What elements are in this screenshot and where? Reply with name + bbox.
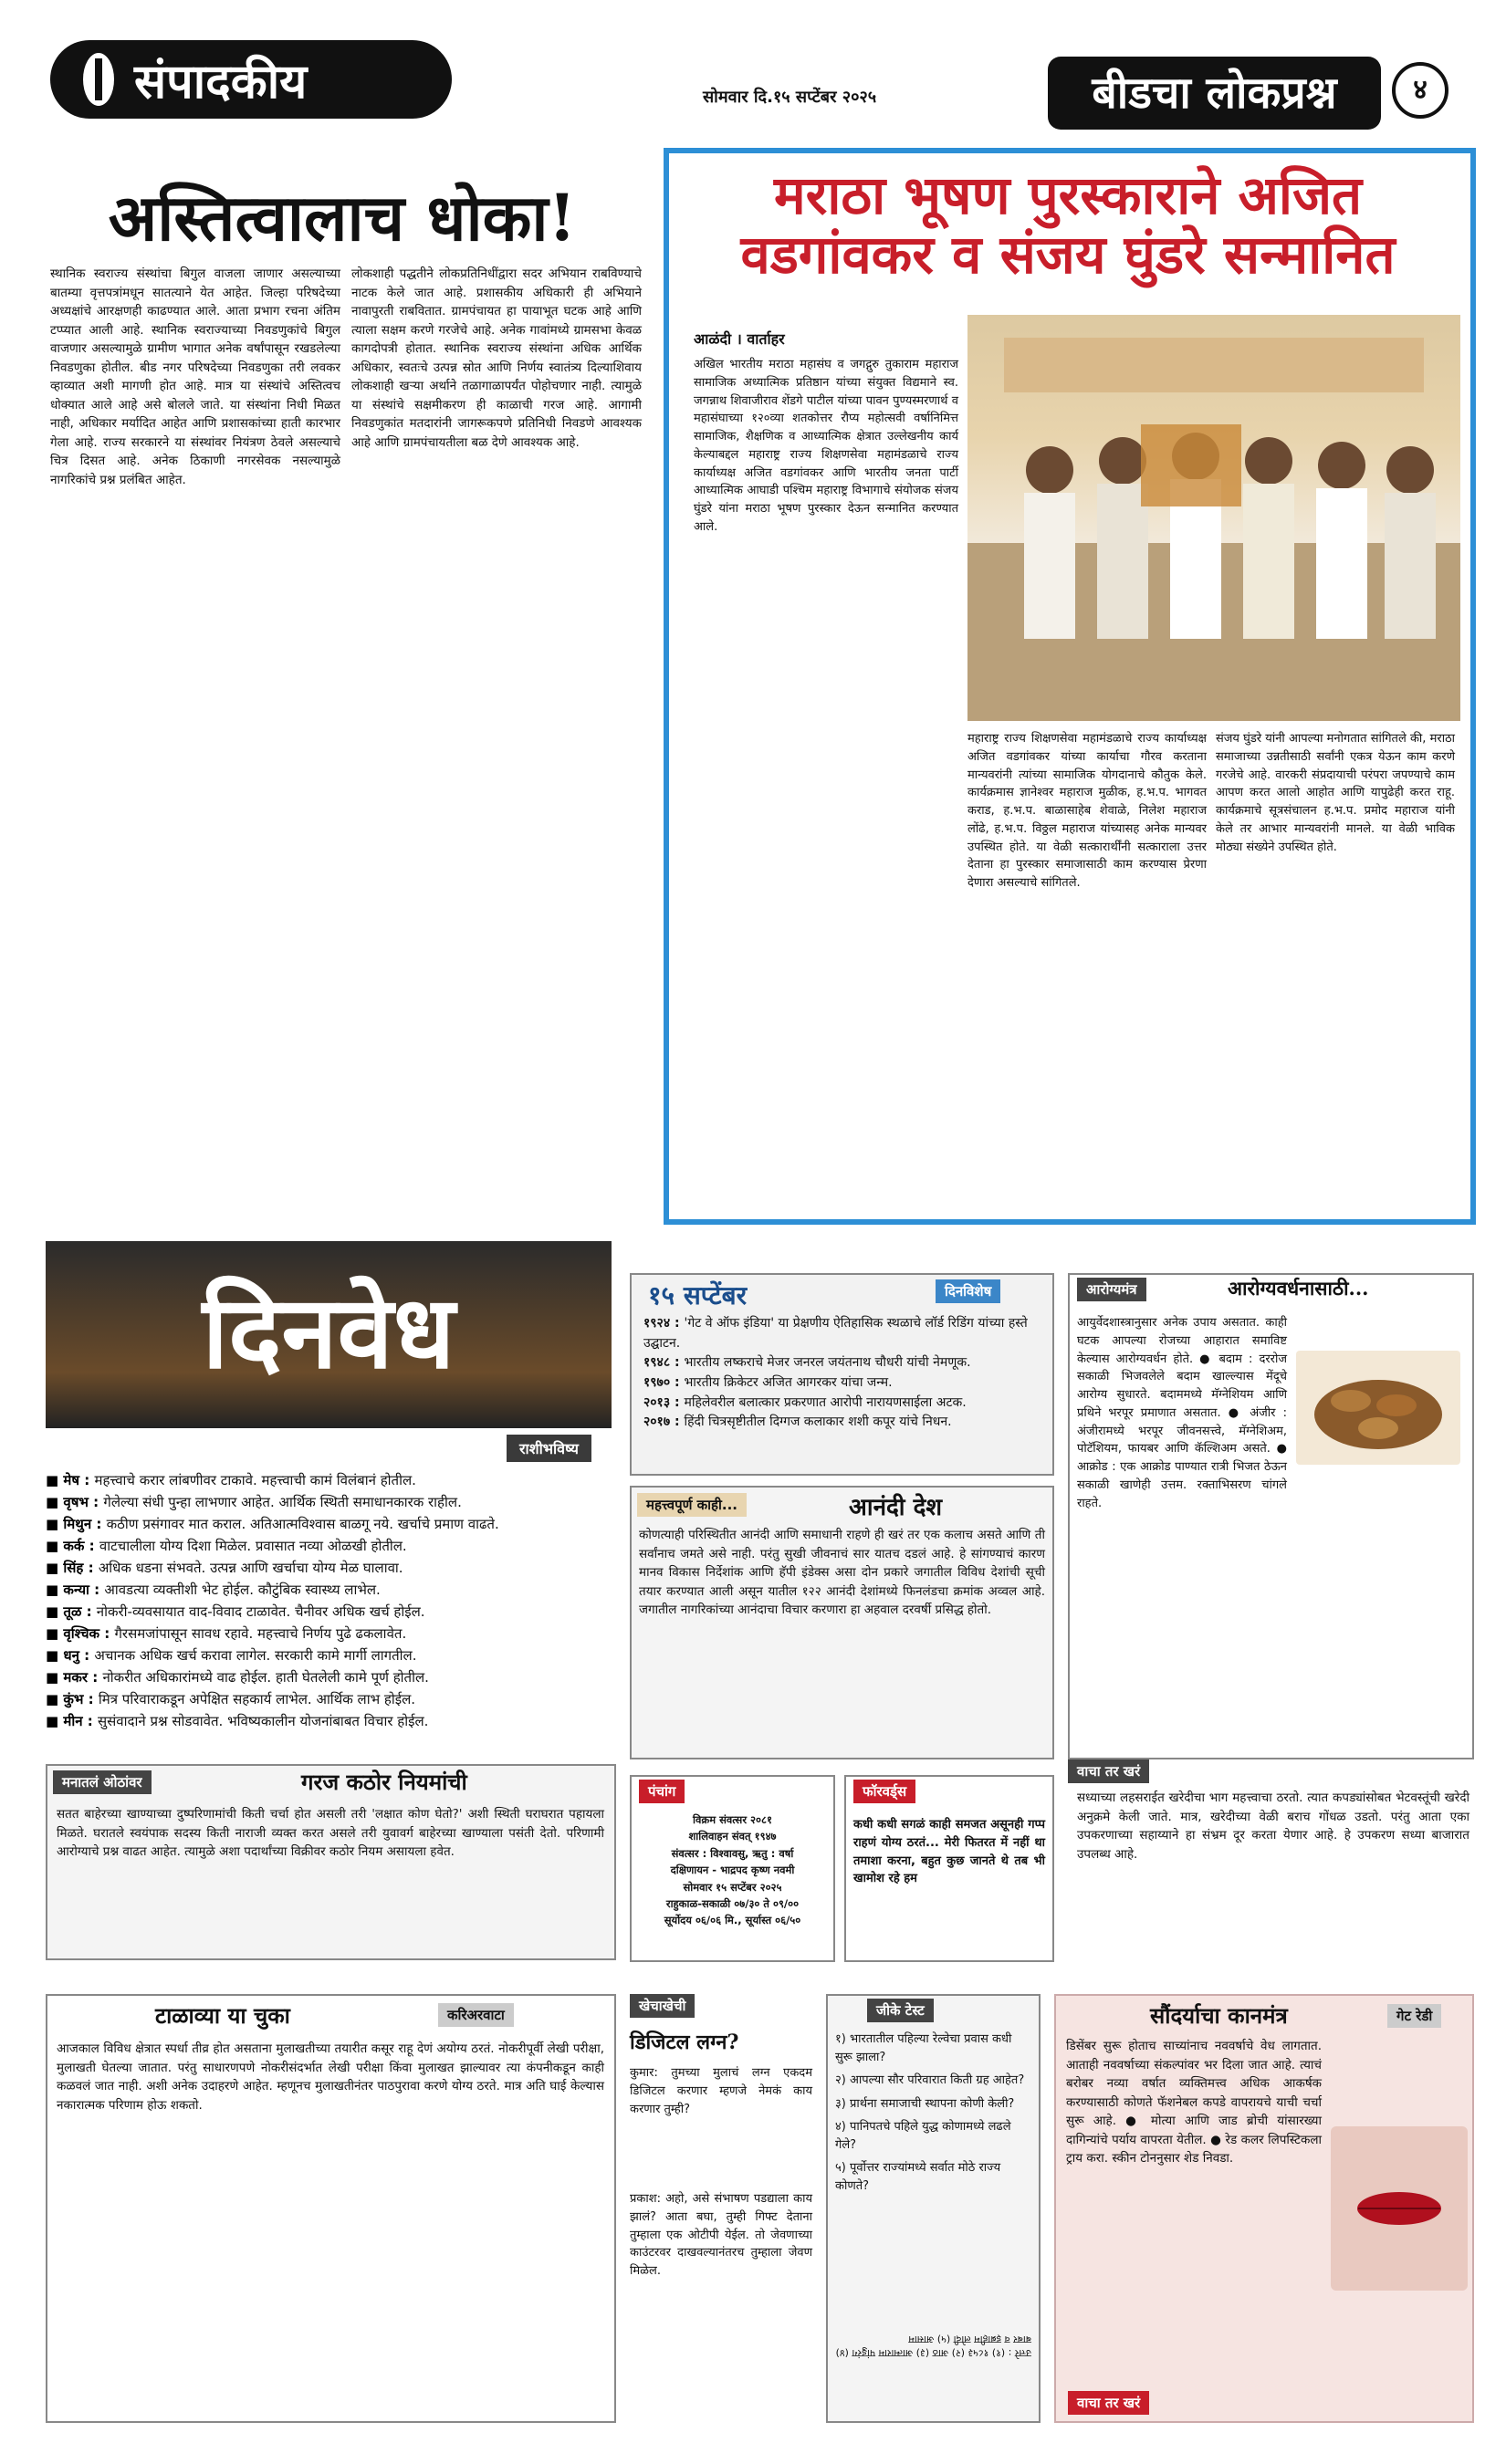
rashi-row: [46, 1491, 616, 1513]
rashi-name: ■ मिथुन :: [46, 1516, 107, 1532]
saundarya-title: सौंदर्याचा कानमंत्र: [1150, 2002, 1288, 2029]
rashi-name: ■ तूळ :: [46, 1603, 97, 1620]
rashi-row: [46, 1579, 616, 1601]
rashi-name: ■ वृषभ :: [46, 1494, 104, 1510]
mahatvache-body: कोणत्याही परिस्थितीत आनंदी आणि समाधानी राहणे ही खरं तर एक कलाच असते आणि ती सर्वांनाच जमते असे नाही. परंतु सुखी जीवनाचं सार यातच दडलं आहे. हे सांगण्याचं कारण मानव विकास निर्देशांक आणि हॅपी इंडेक्स असा दोन प्रकारे जगातील विविध देशांची सूची तयार करण्यात आली असून यातील १२२ आनंदी देशांमध्ये फिनलंडचा क्रमांक अव्वल आहे. जगातील नागरिकांच्या आनंदाचा विचार करणारा हा अहवाल दरवर्षी प्रसिद्ध होतो.: [639, 1528, 1045, 1618]
dinvishesh-item: २०१७ : हिंदी चित्रसृष्टीतील दिग्गज कलाकार शशी कपूर यांचे निधन.: [643, 1415, 952, 1430]
panchang-label: पंचांग: [639, 1780, 685, 1803]
manatale-label: मनातलं ओठांवर: [53, 1770, 152, 1794]
rashi-row: [46, 1601, 616, 1623]
editorial-col-1: स्थानिक स्वराज्य संस्थांचा बिगुल वाजला जाणार असल्याच्या बातम्या वृत्तपत्रांमधून सातत्याने येत आहेत. जिल्हा परिषदेच्या अध्यक्षांचे आरक्षणही काढण्यात आले. आता प्रभाग रचना अंतिम टप्प्यात आली आहे. स्थानिक स्वराज्याच्या निवडणुकांचे बिगुल वाजणार असल्यामुळे ग्रामीण भागात अनेक वर्षांपासून रखडलेल्या निवडणुका होतील. बीड नगर परिषदेच्या निवडणुका तरी लवकर व्हाव्यात अशी मागणी होत आहे. मात्र या संस्थांचे अस्तित्वच धोक्यात आले आहे असे बोलले जाते. या संस्थांना निधी मिळत नाही, अधिकार मर्यादित आहेत आणि प्रशासकांच्या हाती कारभार गेला आहे. राज्य सरकारने या संस्थांवर नियंत्रण ठेवले असल्याचे चित्र दिसत आहे. अनेक ठिकाणी नगरसेवक नसल्यामुळे नागरिकांचे प्रश्न प्रलंबित आहेत.: [50, 266, 340, 487]
gk-question: ४) पानिपतचे पहिले युद्ध कोणामध्ये लढले गेले?: [835, 2120, 1011, 2152]
saundarya-body: डिसेंबर सुरू होताच साच्यांनाच नववर्षाचे वेध लागतात. आताही नववर्षाच्या संकल्पांवर भर दिला जात आहे. त्याचं बरोबर नव्या वर्षात व्यक्तिमत्त्व अधिक आकर्षक करण्यासाठी कोणते फॅशनेबल कपडे वापरायचे याची चर्चा सुरू आहे. ● मोत्या आणि जाड ब्रोची यांसारख्या दागिन्यांचे पर्याय वापरता येतील. ● रेड कलर लिपस्टिकला ट्राय करा. स्कीन टोननुसार शेड निवडा.: [1066, 2039, 1322, 2166]
pen-icon: [83, 53, 114, 106]
rashi-row: [46, 1469, 616, 1491]
rashi-name: ■ कुंभ :: [46, 1691, 99, 1707]
rashi-row: [46, 1535, 616, 1557]
khecha-label: खेचाखेची: [630, 1994, 695, 2018]
editorial-col-2: लोकशाही पद्धतीने लोकप्रतिनिधींद्वारा सदर अभियान राबविण्याचे नाटक केले जात आहे. प्रशासकीय अधिकारी ही अभियाने नावापुरती राबवितात. ग्रामपंचायत हा पायाभूत घटक आहे आणि त्याला सक्षम करणे गरजेचे आहे. अनेक गावांमध्ये ग्रामसभा केवळ कागदोपत्री होतात. स्थानिक स्वराज्य संस्थांना अधिक आर्थिक अधिकार, स्वतःचे उत्पन्न स्रोत आणि निर्णय स्वातंत्र्य दिल्याशिवाय लोकशाही खऱ्या अर्थाने तळागाळापर्यंत पोहोचणार नाही. त्यामुळे या संस्थांचे सक्षमीकरण ही काळाची गरज आहे. आगामी निवडणुकांत मतदारांनी जागरूकपणे प्रतिनिधी निवडणे आवश्यक आहे आणि ग्रामपंचायतीला बळ देणे आवश्यक आहे.: [351, 266, 642, 450]
news-col-2: महाराष्ट्र राज्य शिक्षणसेवा महामंडळाचे राज्य कार्याध्यक्ष अजित वडगांवकर यांच्या कार्याचा गौरव करताना मान्यवरांनी त्यांच्या सामाजिक योगदानाचे कौतुक केले. कार्यक्रमास ज्ञानेश्वर महाराज मुळीक, ह.भ.प. भागवत कराड, ह.भ.प. बाळासाहेब शेवाळे, निलेश महाराज लोंढे, ह.भ.प. विठ्ठल महाराज यांच्यासह अनेक मान्यवर उपस्थित होते. या वेळी सत्कारार्थींनी सत्काराला उत्तर देताना हा पुरस्कार समाजासाठी काम करण्यास प्रेरणा देणारा असल्याचे सांगितले.: [967, 732, 1207, 890]
gk-question: ५) पूर्वोत्तर राज्यांमध्ये सर्वात मोठे राज्य कोणते?: [835, 2161, 1001, 2193]
mahatvache-label: महत्त्वपूर्ण काही...: [637, 1493, 747, 1517]
rashi-text: महत्त्वाचे करार लांबणीवर टाकावे. महत्त्वाची कामं विलंबानं होतील.: [94, 1472, 416, 1488]
panchang-line: राहुकाळ-सकाळी ०७/३० ते ०९/००: [665, 1896, 800, 1910]
panchang-line: संवत्सर : विश्वावसु, ऋतु : वर्षा: [671, 1846, 794, 1860]
rashi-label: राशीभविष्य: [507, 1435, 591, 1462]
dinvishesh-item: १९२४ : 'गेट वे ऑफ इंडिया' या प्रेक्षणीय ऐतिहासिक स्थळाचे लॉर्ड रिडिंग यांच्या हस्ते उद्घाटन.: [643, 1316, 1028, 1351]
talavya-body: आजकाल विविध क्षेत्रात स्पर्धा तीव्र होत असताना मुलाखतीच्या तयारीत कसूर राहू देणं अयोग्य ठरतं. नोकरीपूर्वी लेखी परीक्षा, मुलाखती घेतल्या जातात. परंतु साधारणपणे नोकरीसंदर्भात लेखी परीक्षा किंवा मुलाखत झाल्यावर त्या कंपनीकडून काही कळवलं जात नाही. अशी अनेक उदाहरणे आहेत. म्हणूनच मुलाखतीनंतर पाठपुरावा करणे योग्य ठरते. मात्र अति घाई केल्यास नकारात्मक परिणाम होऊ शकतो.: [57, 2041, 604, 2113]
section-masthead: संपादकीय: [50, 40, 452, 119]
mahatvache-title: आनंदी देश: [849, 1494, 943, 1521]
dinvishesh-list: [643, 1314, 1045, 1433]
rashi-text: गेलेल्या संधी पुन्हा लाभणार आहेत. आर्थिक स्थिती समाधानकारक राहील.: [103, 1494, 462, 1510]
page-number: ४: [1392, 62, 1448, 119]
rashi-name: ■ धनु :: [46, 1647, 95, 1664]
rashi-name: ■ वृश्चिक :: [46, 1625, 115, 1642]
panchang-lines: [639, 1811, 826, 1929]
khecha-title: डिजिटल लग्न?: [630, 2031, 739, 2054]
rashi-name: ■ सिंह :: [46, 1560, 99, 1576]
panchang-line: दक्षिणायन - भाद्रपद कृष्ण नवमी: [670, 1864, 795, 1877]
rashi-text: अचानक अधिक खर्च करावा लागेल. सरकारी कामे मार्गी लागतील.: [94, 1647, 417, 1664]
khecha-a: प्रकाश: अहो, असे संभाषण पडद्याला काय झालं? आता बघा, तुम्ही गिफ्ट देताना तुम्हाला एक ओटीपी येईल. तो जेवणाच्या काउंटरवर दाखवल्यानंतरच तुम्हाला जेवण मिळेल.: [630, 2192, 812, 2278]
news-col-3: संजय घुंडरे यांनी आपल्या मनोगतात सांगितले की, मराठा समाजाच्या उन्नतीसाठी सर्वांनी एकत्र येऊन काम करणे गरजेचे आहे. वारकरी संप्रदायाची परंपरा जपण्याचे काम आपण करत आलो आहोत आणि यापुढेही करत राहू. कार्यक्रमाचे सूत्रसंचालन ह.भ.प. प्रमोद महाराज यांनी केले तर आभार मान्यवरांनी मानले. या वेळी भाविक मोठ्या संख्येने उपस्थित होते.: [1216, 732, 1455, 854]
forwards-label: फॉरवर्ड्स: [853, 1780, 915, 1803]
talavya-title: टाळाव्या या चुका: [155, 2002, 290, 2029]
forwards-body: कधी कधी सगळं काही समजत असूनही गप्प राहणं योग्य ठरतं... मेरी फितरत में नहीं था तमाशा करना, बहुत कुछ जानते थे तब भी खामोश रहे हम: [853, 1818, 1045, 1886]
gk-label: जीके टेस्ट: [867, 1999, 934, 2022]
rashi-text: कठीण प्रसंगावर मात कराल. अतिआत्मविश्वास बाळगू नये. खर्चाचे प्रमाण वाढते.: [106, 1516, 499, 1532]
rashi-name: ■ मेष :: [46, 1472, 95, 1488]
rashi-row: [46, 1557, 616, 1579]
vacha-tag: वाचा तर खरं: [1068, 1759, 1149, 1783]
rashi-list: [46, 1469, 616, 1732]
award-ceremony-photo: [967, 315, 1460, 721]
saundarya-tagline: वाचा तर खरं: [1068, 2391, 1149, 2415]
rashi-name: ■ मकर :: [46, 1669, 103, 1686]
news-col-1: अखिल भारतीय मराठा महासंघ व जगद्गुरु तुकाराम महाराज सामाजिक अध्यात्मिक प्रतिष्ठान यांच्या संयुक्त विद्यमाने स्व. जगन्नाथ शिवाजीराव शेंडगे पाटील यांच्या पावन पुण्यस्मरणार्थ व महासंघाच्या १२०व्या शतकोत्तर रौप्य महोत्सवी वर्षानिमित्त सामाजिक, शैक्षणिक व आध्यात्मिक क्षेत्रात उल्लेखनीय कार्य केल्याबद्दल महाराष्ट्र राज्य शिक्षणसेवा महामंडळाचे राज्य कार्याध्यक्ष अजित वडगांवकर आणि भारतीय जनता पार्टी आध्यात्मिक आघाडी पश्चिम महाराष्ट्र विभागाचे संयोजक संजय घुंडरे यांना मराठा भूषण पुरस्कार देऊन सन्मानित करण्यात आले.: [694, 358, 958, 534]
vacha-body: सध्याच्या लहसराईत खरेदीचा भाग महत्त्वाचा ठरतो. त्यात कपड्यांसोबत भेटवस्तूंची खरेदी अनुक्रमे केली जाते. मात्र, खरेदीच्या वेळी बराच गोंधळ उडतो. परंतु आता एका उपकरणाच्या सहाय्याने हा संभ्रम दूर करता येणार आहे. हे उपकरण सध्या बाजारात उपलब्ध आहे.: [1077, 1791, 1469, 1862]
talavya-label: करिअरवाटा: [438, 2003, 514, 2027]
rashi-row: [46, 1513, 616, 1535]
khecha-q: कुमार: तुमच्या मुलाचं लग्न एकदम डिजिटल करणार म्हणजे नेमकं काय करणार तुम्ही?: [630, 2066, 812, 2116]
rashi-text: अधिक धडना संभवते. उत्पन्न आणि खर्चाचा योग्य मेळ घालावा.: [98, 1560, 403, 1576]
rashi-text: नोकरीत अधिकारांमध्ये वाढ होईल. हाती घेतलेली कामे पूर्ण होतील.: [102, 1669, 429, 1686]
panchang-line: सोमवार १५ सप्टेंबर २०२५: [683, 1880, 782, 1894]
dinvishesh-date: १५ सप्टेंबर: [648, 1280, 748, 1310]
arogya-label: आरोग्यमंत्र: [1077, 1278, 1146, 1301]
news-headline: मराठा भूषण पुरस्काराने अजित वडगांवकर व संजय घुंडरे सन्मानित: [740, 164, 1396, 286]
gk-question: ३) प्रार्थना समाजाची स्थापना कोणी केली?: [835, 2096, 1015, 2111]
lipstick-image: [1331, 2126, 1468, 2291]
rashi-name: ■ मीन :: [46, 1713, 99, 1729]
dinvishesh-label: दिनविशेष: [936, 1279, 1000, 1303]
rashi-row: [46, 1623, 616, 1644]
rashi-text: नोकरी-व्यवसायात वाद-विवाद टाळावेत. चैनीवर अधिक खर्च होईल.: [96, 1603, 425, 1620]
gk-question: १) भारतातील पहिल्या रेल्वेचा प्रवास कधी सुरू झाला?: [835, 2032, 1012, 2064]
rashi-text: मित्र परिवाराकडून अपेक्षित सहकार्य लाभेल. आर्थिक लाभ होईल.: [98, 1691, 416, 1707]
manatale-body: सतत बाहेरच्या खाण्याच्या दुष्परिणामांची किती चर्चा होत असली तरी 'लक्षात कोण घेतो?' अशी स्थिती घराघरात पहायला मिळते. घरातले स्वयंपाक सदस्य किती नाराजी व्यक्त करत असले तरी युवावर्ग बाहेरच्या खाण्याला पसंती देतो. परिणामी आरोग्याचे प्रश्न वाढत आहेत. त्यामुळे अशा पदार्थांच्या विक्रीवर कठोर नियम असायला हवेत.: [57, 1807, 604, 1860]
people-photo-illustration: [967, 315, 1460, 721]
saundarya-label: गेट रेडी: [1387, 2004, 1441, 2028]
gk-questions: [835, 2031, 1031, 2200]
dinvishesh-item: १९७० : भारतीय क्रिकेटर अजित आगरकर यांचा जन्म.: [643, 1375, 893, 1391]
dinvishesh-item: २०१३ : महिलेवरील बलात्कार प्रकरणात आरोपी नारायणसाईला अटक.: [643, 1394, 967, 1410]
news-dateline: आळंदी । वार्ताहर: [694, 330, 785, 348]
rashi-name: ■ कन्या :: [46, 1582, 105, 1598]
panchang-line: विक्रम संवत्सर २०८१: [693, 1813, 772, 1826]
khecha-label-wrap: [630, 1994, 744, 2018]
gk-answers: उत्तरे : (१) १८५३ (२) आठ (३) आत्माराम पांडुरंग (४) बाबर व इब्राहीम लोदी (५) आसाम: [835, 2333, 1031, 2359]
rashi-row: [46, 1666, 616, 1688]
rashi-name: ■ कर्क :: [46, 1538, 99, 1554]
panchang-line: सूर्योदय ०६/०६ मि., सूर्यास्त ०६/५०: [664, 1914, 801, 1927]
editorial-title: अस्तित्वालाच धोका!: [108, 180, 577, 256]
arogya-title: आरोग्यवर्धनासाठी...: [1228, 1277, 1369, 1300]
dinvishesh-item: १९४८ : भारतीय लष्कराचे मेजर जनरल जयंतनाथ चौधरी यांची नेमणूक.: [643, 1355, 971, 1371]
almonds-image: [1296, 1351, 1460, 1465]
rashi-row: [46, 1710, 616, 1732]
rashi-text: वाटचालीला योग्य दिशा मिळेल. प्रवासात नव्या ओळखी होतील.: [99, 1538, 407, 1554]
rashi-row: [46, 1688, 616, 1710]
panchang-line: शालिवाहन संवत् १९४७: [688, 1830, 777, 1843]
arogya-body: आयुर्वेदशास्त्रानुसार अनेक उपाय असतात. काही घटक आपल्या रोजच्या आहारात समाविष्ट केल्यास आरोग्यवर्धन होते. ● बदाम : दररोज सकाळी भिजवलेले बदाम खाल्ल्यास मेंदूचे आरोग्य सुधारते. बदाममध्ये मॅग्नेशियम आणि प्रथिने भरपूर प्रमाणात असतात. ● अंजीर : अंजीरामध्ये भरपूर जीवनसत्त्वे, मॅग्नेशिअम, पोटॅशियम, फायबर आणि कॅल्शिअम असते. ● आक्रोड : एक आक्रोड पाण्यात रात्री भिजत ठेऊन सकाळी खाणेही उत्तम. रक्ताभिसरण चांगले राहते.: [1077, 1316, 1287, 1510]
manatale-title: गरज कठोर नियमांची: [301, 1769, 467, 1795]
rashi-text: सुसंवादाने प्रश्न सोडवावेत. भविष्यकालीन योजनांबाबत विचार होईल.: [98, 1713, 429, 1729]
dateline: सोमवार दि.१५ सप्टेंबर २०२५: [703, 88, 877, 107]
newspaper-name: बीडचा लोकप्रश्न: [1048, 57, 1381, 130]
gk-question: २) आपल्या सौर परिवारात किती ग्रह आहेत?: [835, 2073, 1025, 2087]
rashi-text: आवडत्या व्यक्तीशी भेट होईल. कौटुंबिक स्वास्थ्य लाभेल.: [104, 1582, 381, 1598]
rashi-text: गैरसमजांपासून सावध रहावे. महत्त्वाचे निर्णय पुढे ढकलावेत.: [114, 1625, 407, 1642]
rashi-row: [46, 1644, 616, 1666]
dinvedh-banner: दिनवेध: [46, 1241, 612, 1428]
